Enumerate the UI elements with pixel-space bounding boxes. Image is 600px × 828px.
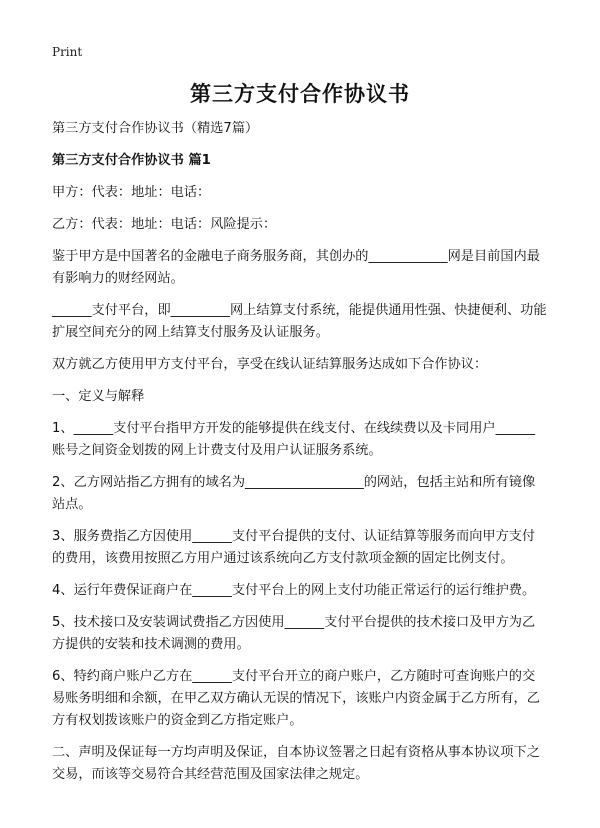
definition-3: 3、服务费指乙方因使用______支付平台提供的支付、认证结算等服务而向甲方支付的费用，该费用按照乙方用户通过该系统向乙方支付款项金额的固定比例支付。 — [52, 529, 536, 566]
party-a-line: 甲方：代表：地址：电话： — [52, 185, 211, 200]
print-label[interactable]: Print — [52, 45, 83, 59]
definition-6: 6、特约商户账户乙方在______支付平台开立的商户账户，乙方随时可查询账户的交易账务明细和余额，在甲乙双方确认无误的情况下，该账户内资金属于乙方所有，乙方有权划拨该账户的资金到乙方指定账户。 — [52, 669, 540, 728]
paragraph-platform: ______支付平台，即_________网上结算支付系统，能提供通用性强、快捷便利、功能扩展空间充分的网上结算支付服务及认证服务。 — [52, 303, 547, 340]
definition-2: 2、乙方网站指乙方拥有的域名为__________________的网站，包括主站和所有镜像站点。 — [52, 475, 536, 512]
subtitle: 第三方支付合作协议书（精选7篇） — [52, 121, 259, 136]
definition-5: 5、技术接口及安装调试费指乙方因使用______支付平台提供的技术接口及甲方为乙方提供的安装和技术调测的费用。 — [52, 615, 536, 652]
paragraph-agreement: 双方就乙方使用甲方支付平台，享受在线认证结算服务达成如下合作协议： — [52, 357, 488, 372]
party-b-line: 乙方：代表：地址：电话：风险提示： — [52, 217, 277, 232]
definition-1: 1、______支付平台指甲方开发的能够提供在线支付、在线续费以及卡同用户______账号之间资金划拨的网上计费支付及用户认证服务系统。 — [52, 421, 536, 458]
heading-definitions: 一、定义与解释 — [52, 389, 145, 404]
document-body — [52, 118, 548, 796]
section-heading: 第三方支付合作协议书 篇1 — [52, 153, 211, 168]
document-title: 第三方支付合作协议书 — [190, 82, 410, 106]
paragraph-whereas: 鉴于甲方是中国著名的金融电子商务服务商，其创办的____________网是目前国内最有影响力的财经网站。 — [52, 249, 540, 286]
heading-declarations: 二、声明及保证每一方均声明及保证，自本协议签署之日起有资格从事本协议项下之交易，而该等交易符合其经营范围及国家法律之规定。 — [52, 745, 540, 782]
definition-4: 4、运行年费保证商户在______支付平台上的网上支付功能正常运行的运行维护费。 — [52, 583, 536, 598]
